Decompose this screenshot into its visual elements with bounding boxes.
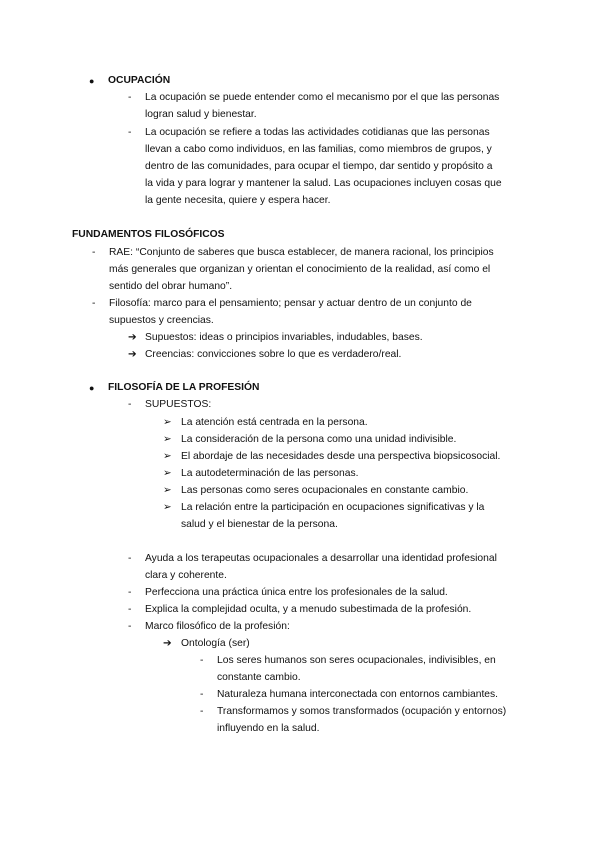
supuestos-label: SUPUESTOS: (145, 399, 212, 410)
paragraph-line: La ocupación se refiere a todas las actividades cotidianas que las personas (145, 127, 490, 138)
paragraph-line: supuestos y creencias. (109, 315, 214, 326)
dash-marker: - (128, 399, 132, 410)
ontologia-item: Naturaleza humana interconectada con entornos cambiantes. (217, 689, 499, 700)
dash-marker: - (200, 655, 204, 666)
paragraph-line: la gente necesita, quiere y espera hacer. (145, 195, 331, 206)
dash-marker: - (128, 604, 132, 615)
sub-item: Supuestos: ideas o principios invariables, indudables, bases. (145, 332, 423, 343)
paragraph-line: Perfecciona una práctica única entre los profesionales de la salud. (145, 587, 448, 598)
section-heading-ocupacion: OCUPACIÓN (108, 75, 171, 86)
arrowhead-icon: ➢ (163, 451, 172, 462)
dash-marker: - (128, 587, 132, 598)
section-heading-filosofia: FILOSOFÍA DE LA PROFESIÓN (108, 382, 260, 393)
arrowhead-icon: ➢ (163, 434, 172, 445)
arrow-icon: ➔ (128, 349, 137, 360)
arrowhead-icon: ➢ (163, 502, 172, 513)
dash-marker: - (92, 247, 96, 258)
paragraph-line: sentido del obrar humano”. (109, 281, 233, 292)
arrow-icon: ➔ (128, 332, 137, 343)
paragraph-line: dentro de las comunidades, para ocupar el tiempo, dar sentido y propósito a (145, 161, 493, 172)
paragraph-line: RAE: “Conjunto de saberes que busca establecer, de manera racional, los principios (109, 247, 494, 258)
paragraph-line: clara y coherente. (145, 570, 227, 581)
paragraph-line: Marco filosófico de la profesión: (145, 621, 290, 632)
paragraph-line: Explica la complejidad oculta, y a menudo subestimada de la profesión. (145, 604, 472, 615)
paragraph-line: más generales que organizan y orientan el conocimiento de la realidad, así como el (109, 264, 491, 275)
ontologia-item: constante cambio. (217, 672, 301, 683)
dash-marker: - (200, 689, 204, 700)
arrowhead-icon: ➢ (163, 417, 172, 428)
arrowhead-icon: ➢ (163, 468, 172, 479)
supuesto-item: La atención está centrada en la persona. (181, 417, 368, 428)
paragraph-line: llevan a cabo como individuos, en las familias, como miembros de grupos, y (145, 144, 492, 155)
supuesto-item: salud y el bienestar de la persona. (181, 519, 338, 530)
dash-marker: - (128, 621, 132, 632)
paragraph-line: Ayuda a los terapeutas ocupacionales a desarrollar una identidad profesional (145, 553, 497, 564)
bullet-icon: ● (89, 76, 95, 86)
paragraph-line: logran salud y bienestar. (145, 109, 257, 120)
paragraph-line: la vida y para lograr y mantener la salud. Las ocupaciones incluyen cosas que (145, 178, 502, 189)
ontologia-item: Transformamos y somos transformados (ocupación y entornos) (217, 706, 507, 717)
supuesto-item: La relación entre la participación en ocupaciones significativas y la (181, 502, 485, 513)
supuesto-item: La autodeterminación de las personas. (181, 468, 359, 479)
supuesto-item: La consideración de la persona como una unidad indivisible. (181, 434, 457, 445)
paragraph-line: Filosofía: marco para el pensamiento; pensar y actuar dentro de un conjunto de (109, 298, 472, 309)
dash-marker: - (92, 298, 96, 309)
bullet-icon: ● (89, 383, 95, 393)
arrow-icon: ➔ (163, 638, 172, 649)
section-heading-fundamentos: FUNDAMENTOS FILOSÓFICOS (72, 229, 225, 240)
dash-marker: - (128, 92, 132, 103)
paragraph-line: La ocupación se puede entender como el mecanismo por el que las personas (145, 92, 500, 103)
ontologia-label: Ontología (ser) (181, 638, 250, 649)
dash-marker: - (200, 706, 204, 717)
dash-marker: - (128, 553, 132, 564)
ontologia-item: influyendo en la salud. (217, 723, 320, 734)
dash-marker: - (128, 127, 132, 138)
supuesto-item: El abordaje de las necesidades desde una perspectiva biopsicosocial. (181, 451, 501, 462)
arrowhead-icon: ➢ (163, 485, 172, 496)
ontologia-item: Los seres humanos son seres ocupacionales, indivisibles, en (217, 655, 496, 666)
sub-item: Creencias: convicciones sobre lo que es verdadero/real. (145, 349, 402, 360)
supuesto-item: Las personas como seres ocupacionales en constante cambio. (181, 485, 469, 496)
